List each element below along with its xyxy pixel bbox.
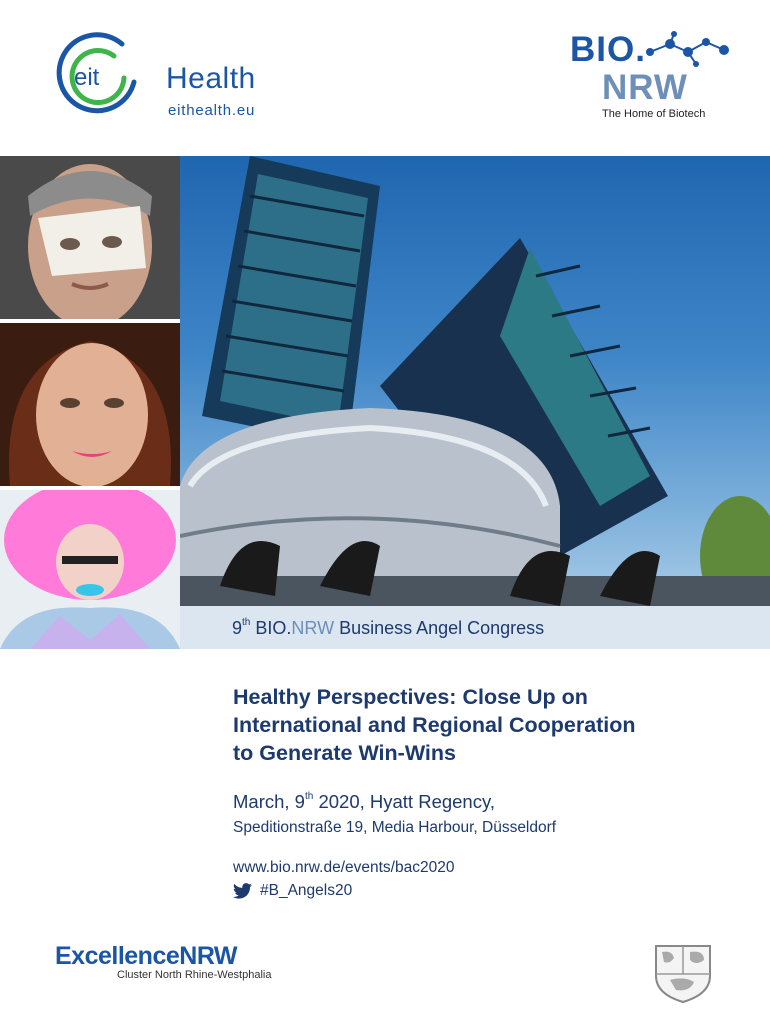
eit-health-name: Health [166,62,256,95]
congress-banner [180,606,770,649]
date-prefix: March, 9 [233,791,305,812]
congress-nrw: NRW [291,618,335,638]
twitter-icon [233,883,252,899]
congress-ordinal-suffix: th [242,617,251,628]
congress-rest: Business Angel Congress [334,618,545,638]
congress-bio: BIO. [255,618,292,638]
bio-tagline: The Home of Biotech [602,108,706,120]
molecule-icon [644,30,732,70]
event-date [233,791,495,813]
congress-title [232,618,544,639]
bio-logo-bottom: NRW [602,68,688,107]
excellence-subtitle: Cluster North Rhine-Westphalia [117,969,272,981]
bio-nrw-logo [568,28,738,124]
eit-health-logo [52,30,302,122]
excellence-nrw: NRW [179,942,238,970]
bio-logo-top: BIO. [570,30,646,69]
date-rest: 2020, Hyatt Regency, [313,791,495,812]
event-address: Speditionstraße 19, Media Harbour, Düsseldorf [233,819,557,836]
excellence-word: Excellence [55,942,180,970]
hyatt-building-photo [180,156,770,606]
congress-ordinal: 9 [232,618,243,638]
hashtag-text: #B_Angels20 [260,882,353,899]
portrait-pink-hair-photo [0,490,180,649]
date-suffix: th [304,790,314,802]
headline-line-3: to Generate Win-Wins [233,741,456,765]
twitter-hashtag[interactable] [233,882,352,900]
eit-ring-icon [52,30,144,122]
headline-line-1: Healthy Perspectives: Close Up on [233,685,588,709]
portrait-man-photo [0,156,180,319]
event-url-link[interactable]: www.bio.nrw.de/events/bac2020 [233,859,455,876]
headline [233,683,753,767]
headline-line-2: International and Regional Cooperation [233,713,636,737]
nrw-crest-icon [650,942,716,1004]
excellence-nrw-logo [55,942,271,981]
portrait-woman-photo [0,323,180,486]
eit-url: eithealth.eu [168,102,256,119]
eit-mark-text: eit [74,64,100,91]
excellence-title [55,942,271,971]
